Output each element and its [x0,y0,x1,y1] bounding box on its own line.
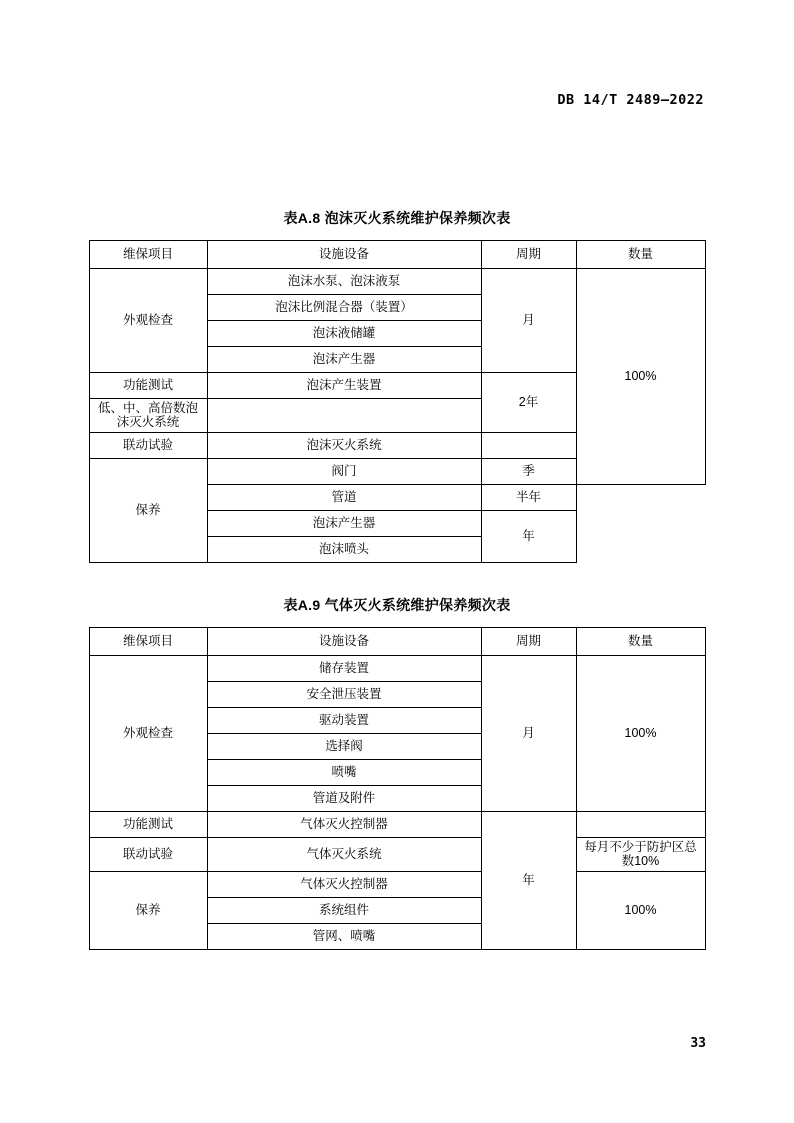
page-header-standard-code: DB 14/T 2489—2022 [557,92,704,108]
cell-equipment: 选择阀 [207,734,481,760]
cell-item: 保养 [89,871,207,949]
cell-item: 功能测试 [89,373,207,399]
cell-equipment: 泡沫比例混合器（装置） [207,295,481,321]
cell-quantity: 每月不少于防护区总数10% [576,838,705,872]
table-block-a8 [0,208,794,563]
cell-equipment: 驱动装置 [207,708,481,734]
table-row [89,871,705,897]
table-row [89,838,705,872]
cell-quantity-empty [576,812,705,838]
cell-equipment: 气体灭火控制器 [207,812,481,838]
table-title-a8: 表A.8 泡沫灭火系统维护保养频次表 [283,210,511,226]
table-a9 [89,627,706,950]
table-header-cell: 设施设备 [207,241,481,269]
cell-equipment: 管道及附件 [207,786,481,812]
cell-item: 功能测试 [89,812,207,838]
cell-equipment: 系统组件 [207,897,481,923]
table-title-a9: 表A.9 气体灭火系统维护保养频次表 [283,597,511,613]
cell-cycle: 2年 [481,373,576,433]
cell-equipment: 泡沫产生器 [207,347,481,373]
cell-cycle: 季 [481,458,576,484]
cell-equipment: 阀门 [207,458,481,484]
cell-cycle: 年 [481,510,576,562]
cell-equipment: 管网、喷嘴 [207,923,481,949]
cell-equipment: 泡沫灭火系统 [207,432,481,458]
cell-equipment: 泡沫水泵、泡沫液泵 [207,269,481,295]
table-header-cell: 维保项目 [89,241,207,269]
table-header-cell: 数量 [576,628,705,656]
cell-item: 联动试验 [89,838,207,872]
table-row [89,269,705,295]
cell-equipment: 泡沫产生器 [207,510,481,536]
cell-equipment: 泡沫喷头 [207,536,481,562]
cell-quantity: 100% [576,871,705,949]
cell-cycle: 年 [481,812,576,950]
cell-cycle: 月 [481,269,576,373]
cell-equipment: 气体灭火控制器 [207,871,481,897]
cell-quantity: 100% [576,656,705,812]
cell-item: 保养 [89,458,207,562]
cell-cycle: 半年 [481,484,576,510]
cell-item: 外观检查 [89,269,207,373]
table-header-cell: 设施设备 [207,628,481,656]
table-header-cell: 周期 [481,628,576,656]
cell-equipment: 管道 [207,484,481,510]
cell-equipment: 泡沫产生装置 [207,373,481,399]
cell-item: 联动试验 [89,432,207,458]
cell-equipment: 储存装置 [207,656,481,682]
cell-quantity: 100% [576,269,705,485]
table-header-cell: 周期 [481,241,576,269]
cell-item: 外观检查 [89,656,207,812]
table-a8 [89,240,706,563]
table-block-a9 [0,595,794,950]
cell-cycle: 月 [481,656,576,812]
table-header-row [89,241,705,269]
table-header-row [89,628,705,656]
cell-equipment: 气体灭火系统 [207,838,481,872]
cell-equipment: 低、中、高倍数泡沫灭火系统 [89,399,207,433]
cell-equipment: 安全泄压装置 [207,682,481,708]
table-row [89,656,705,682]
cell-equipment: 泡沫液储罐 [207,321,481,347]
cell-equipment: 喷嘴 [207,760,481,786]
table-header-cell: 维保项目 [89,628,207,656]
table-header-cell: 数量 [576,241,705,269]
page-number: 33 [690,1036,706,1051]
table-row [89,812,705,838]
